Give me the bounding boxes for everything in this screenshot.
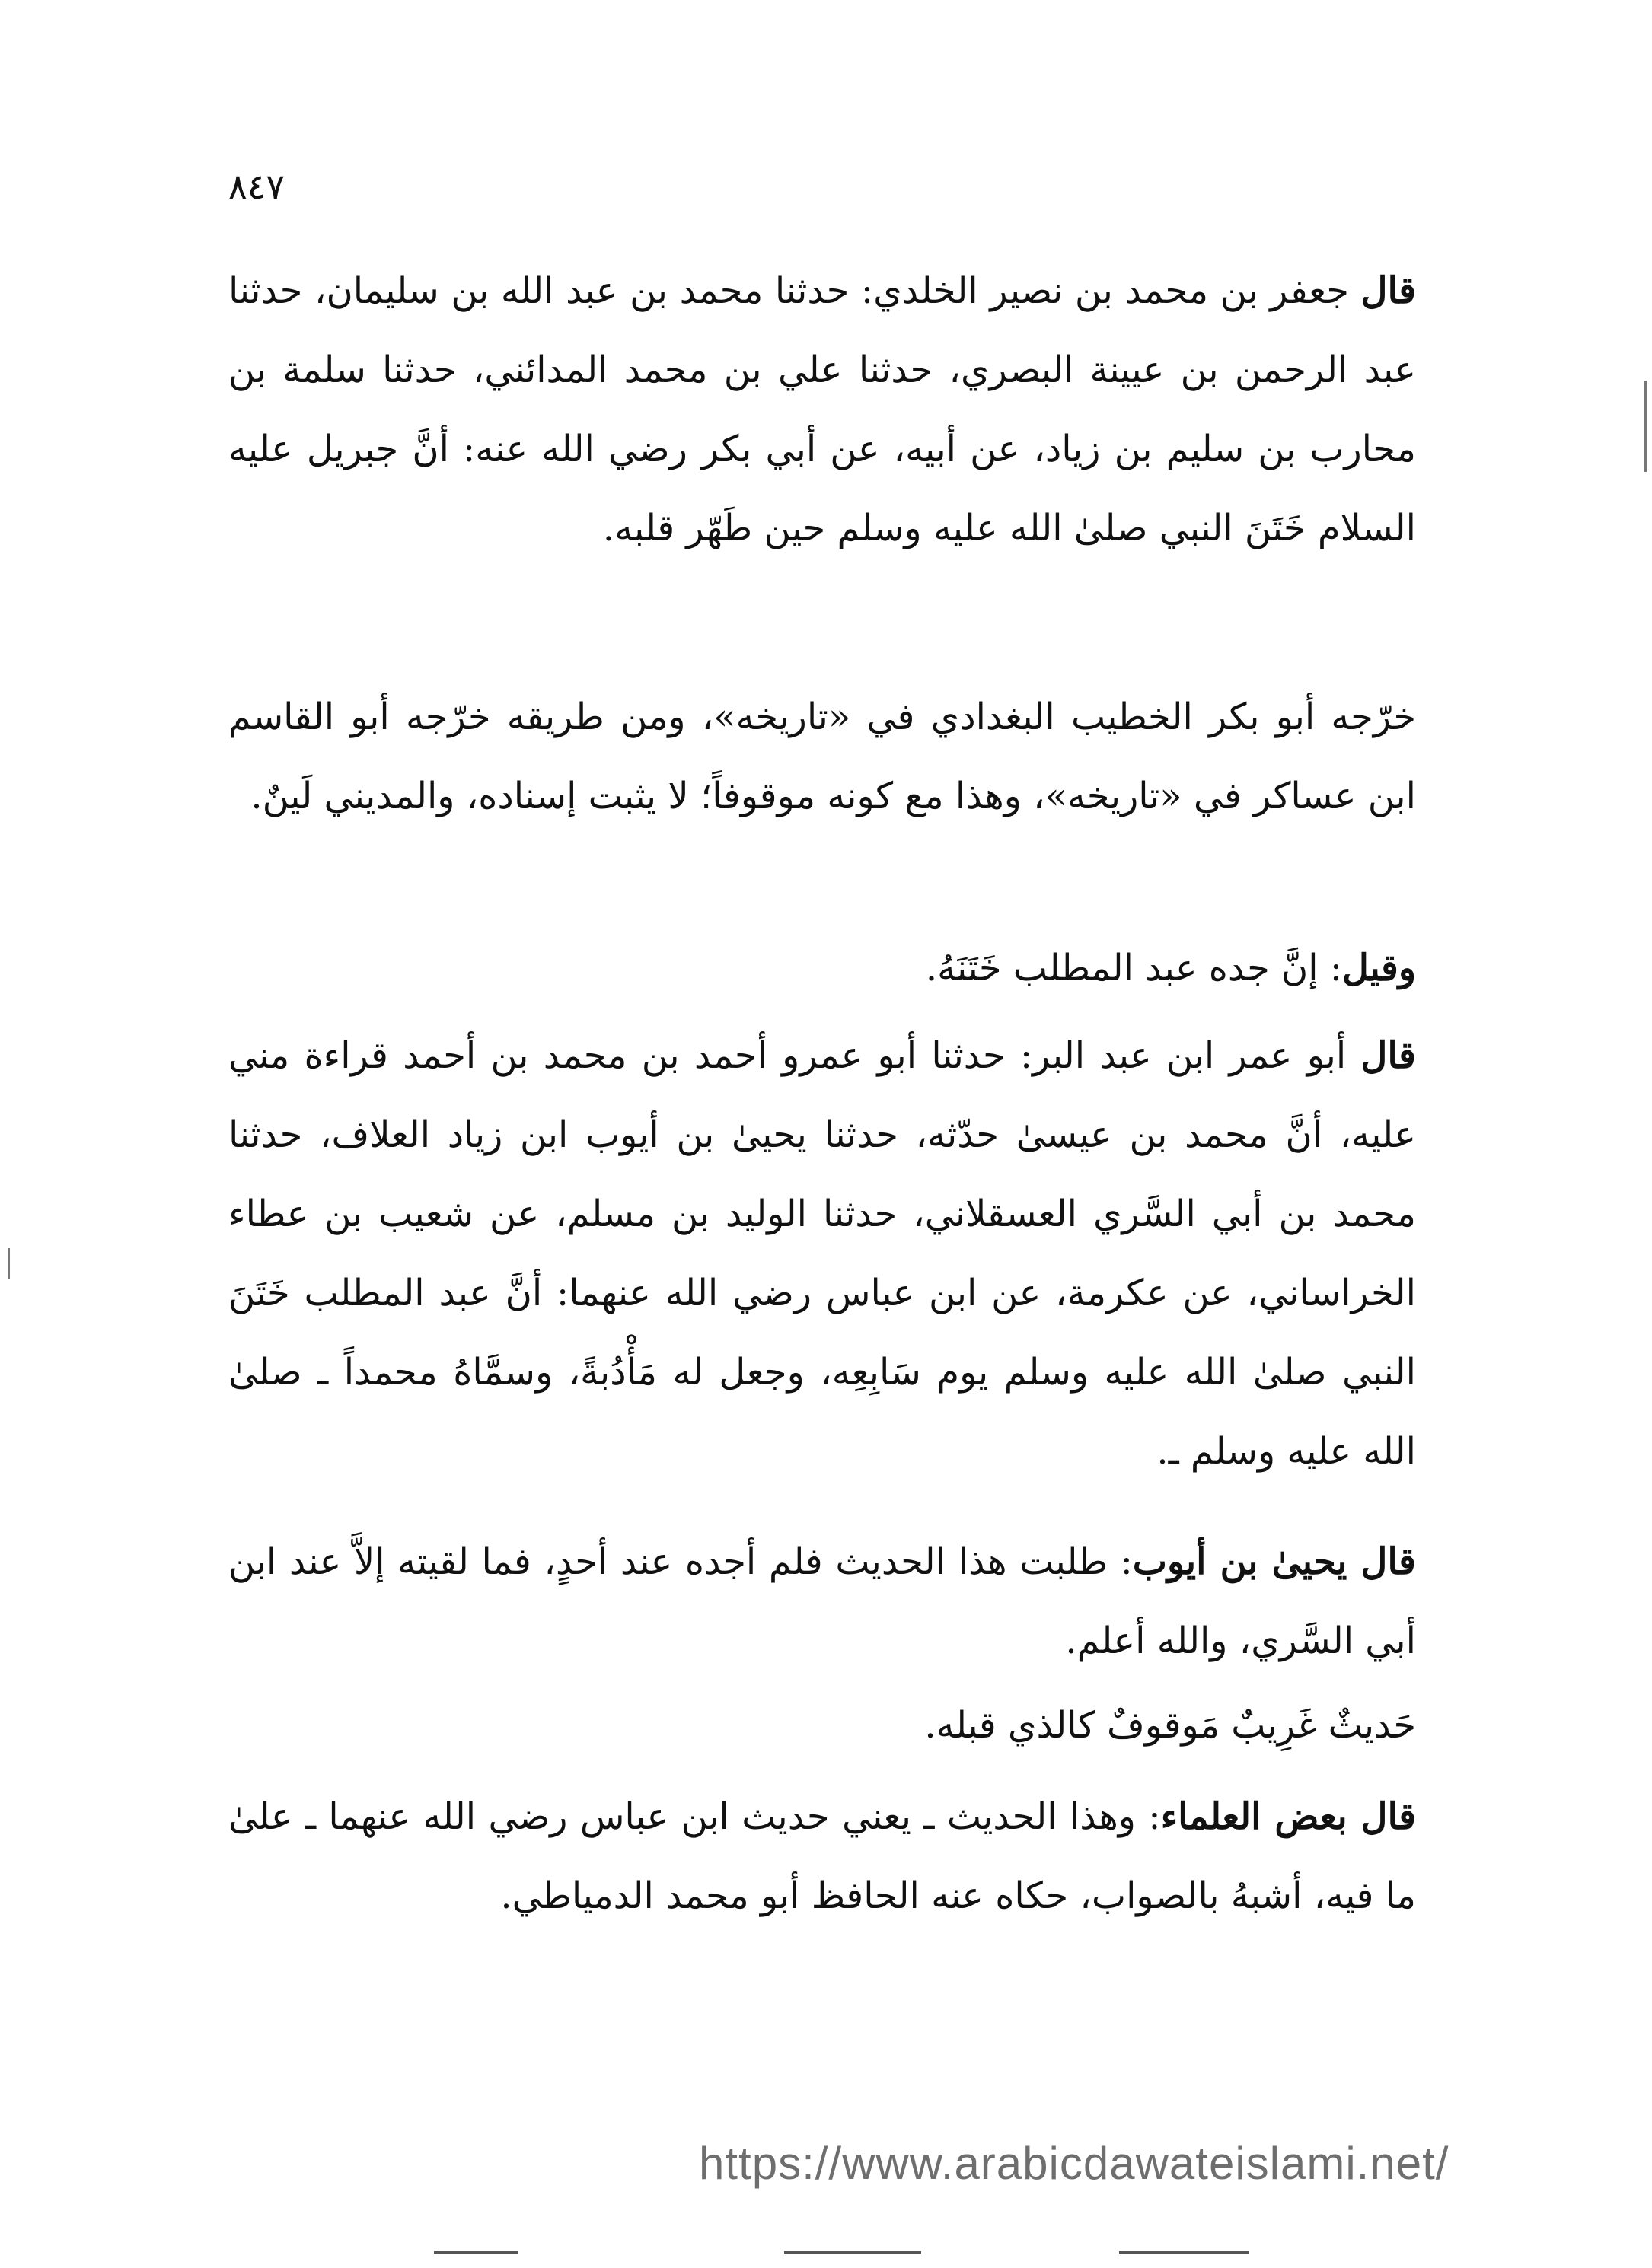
paragraph-body: : طلبت هذا الحديث فلم أجده عند أحدٍ، فما لقيته إلاَّ عند ابن أبي السَّري، والله أعلم. xyxy=(228,1540,1416,1662)
scan-mark xyxy=(1644,381,1647,472)
paragraph-ja-far-khuldi xyxy=(228,251,1416,568)
paragraph-takhrij xyxy=(228,677,1416,836)
scan-mark xyxy=(8,1248,10,1279)
bottom-rule xyxy=(434,2251,518,2254)
bottom-rule xyxy=(784,2251,921,2254)
paragraph-bad-al-ulama xyxy=(228,1777,1416,1935)
bottom-rule xyxy=(1119,2251,1249,2254)
paragraph-lead: قال xyxy=(1360,1034,1416,1077)
page-number: ٨٤٧ xyxy=(228,166,285,207)
paragraph-yahya-ibn-ayyub xyxy=(228,1522,1416,1680)
paragraph-body: جعفر بن محمد بن نصير الخلدي: حدثنا محمد بن عبد الله بن سليمان، حدثنا عبد الرحمن بن عيينة البصري، حدثنا علي بن محمد المدائني، حدثنا سلمة بن محارب بن سليم بن زياد، عن أبيه، عن أبي بكر رضي الله عنه: أنَّ جبريل عليه السلام خَتَنَ النبي صلىٰ الله عليه وسلم حين طَهّر قلبه. xyxy=(228,269,1416,549)
watermark-url: https://www.arabicdawateislami.net/ xyxy=(699,2138,1449,2189)
paragraph-qila xyxy=(228,929,1416,1008)
paragraph-body: أبو عمر ابن عبد البر: حدثنا أبو عمرو أحمد بن محمد بن أحمد قراءة مني عليه، أنَّ محمد بن عيسىٰ حدّثه، حدثنا يحيىٰ بن أيوب ابن زياد العلاف، حدثنا محمد بن أبي السَّري العسقلاني، حدثنا الوليد بن مسلم، عن شعيب بن عطاء الخراساني، عن عكرمة، عن ابن عباس رضي الله عنهما: أنَّ عبد المطلب خَتَنَ النبي صلىٰ الله عليه وسلم يوم سَابِعِه، وجعل له مَأْدُبةً، وسمَّاهُ محمداً ـ صلىٰ الله عليه وسلم ـ. xyxy=(228,1034,1416,1473)
paragraph-hadith-gharib xyxy=(228,1686,1416,1765)
paragraph-lead: قال يحيىٰ بن أيوب xyxy=(1132,1540,1416,1583)
paragraph-body: خرّجه أبو بكر الخطيب البغدادي في «تاريخه»، ومن طريقه خرّجه أبو القاسم ابن عساكر في «تاريخه»، وهذا مع كونه موقوفاً؛ لا يثبت إسناده، والمديني لَينٌ. xyxy=(228,696,1416,817)
paragraph-ibn-abd-al-barr xyxy=(228,1016,1416,1491)
paragraph-body: : وهذا الحديث ـ يعني حديث ابن عباس رضي الله عنهما ـ علىٰ ما فيه، أشبهُ بالصواب، حكاه عنه الحافظ أبو محمد الدمياطي. xyxy=(228,1795,1416,1917)
paragraph-body: : إنَّ جده عبد المطلب خَتَنَهُ. xyxy=(925,947,1343,989)
paragraph-lead: وقيل xyxy=(1342,947,1416,989)
paragraph-lead: قال بعض العلماء xyxy=(1160,1795,1417,1838)
paragraph-lead: قال xyxy=(1360,269,1417,312)
paragraph-body: حَديثٌ غَرِيبٌ مَوقوفٌ كالذي قبله. xyxy=(924,1704,1416,1747)
